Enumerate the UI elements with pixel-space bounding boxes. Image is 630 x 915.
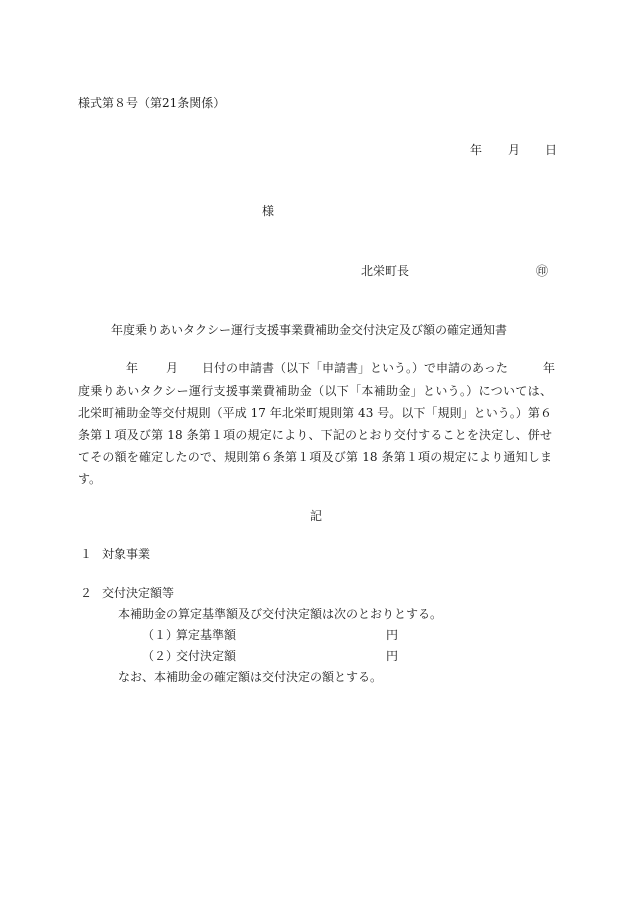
body-line: てその額を確定したので、規則第６条第１項及び第 18 条第１項の規定により通知しま — [78, 450, 552, 464]
body-paragraph — [78, 380, 552, 490]
sender-name: 北栄町長 — [361, 264, 410, 278]
date-month-label: 月 — [508, 143, 521, 157]
section-number: ２ — [80, 586, 93, 600]
body-line: 北栄町補助金等交付規則（平成 17 年北栄町規則第 43 号。以下「規則」という。）第６ — [78, 406, 552, 420]
item-unit-yen: 円 — [386, 649, 399, 663]
date-day-label: 日 — [545, 143, 558, 157]
body-line: 条第１項及び第 18 条第１項の規定により、下記のとおり交付することを決定し、併せ — [78, 428, 552, 442]
section-number: １ — [80, 547, 93, 561]
document-title: 年度乗りあいタクシー運行支援事業費補助金交付決定及び額の確定通知書 — [111, 323, 508, 337]
section2-intro: 本補助金の算定基準額及び交付決定額は次のとおりとする。 — [118, 607, 443, 621]
item-unit-yen: 円 — [386, 628, 399, 642]
date-year-label: 年 — [470, 143, 483, 157]
recipient-suffix: 様 — [262, 204, 275, 218]
section2-note: なお、本補助金の確定額は交付決定の額とする。 — [118, 670, 383, 684]
item-label-decision-amount: 交付決定額 — [176, 649, 237, 663]
body-year-label: 年 — [126, 361, 139, 375]
body-month-label: 月 — [166, 361, 179, 375]
body-line1-text: 日付の申請書（以下「申請書」という。）で申請のあった — [202, 361, 508, 375]
section-title-grant-decision: 交付決定額等 — [102, 586, 175, 600]
section-title-target-project: 対象事業 — [102, 547, 151, 561]
item-number: （２） — [142, 649, 179, 663]
ki-heading: 記 — [310, 509, 323, 523]
body-line: 度乗りあいタクシー運行支援事業費補助金（以下「本補助金」という。）については、 — [78, 384, 552, 398]
form-number: 様式第８号（第21条関係） — [78, 96, 226, 110]
body-line: す。 — [78, 472, 102, 486]
item-label-base-amount: 算定基準額 — [176, 628, 237, 642]
seal-mark-icon: ㊞ — [536, 264, 549, 278]
item-number: （１） — [142, 628, 179, 642]
body-line1-year: 年 — [543, 361, 556, 375]
